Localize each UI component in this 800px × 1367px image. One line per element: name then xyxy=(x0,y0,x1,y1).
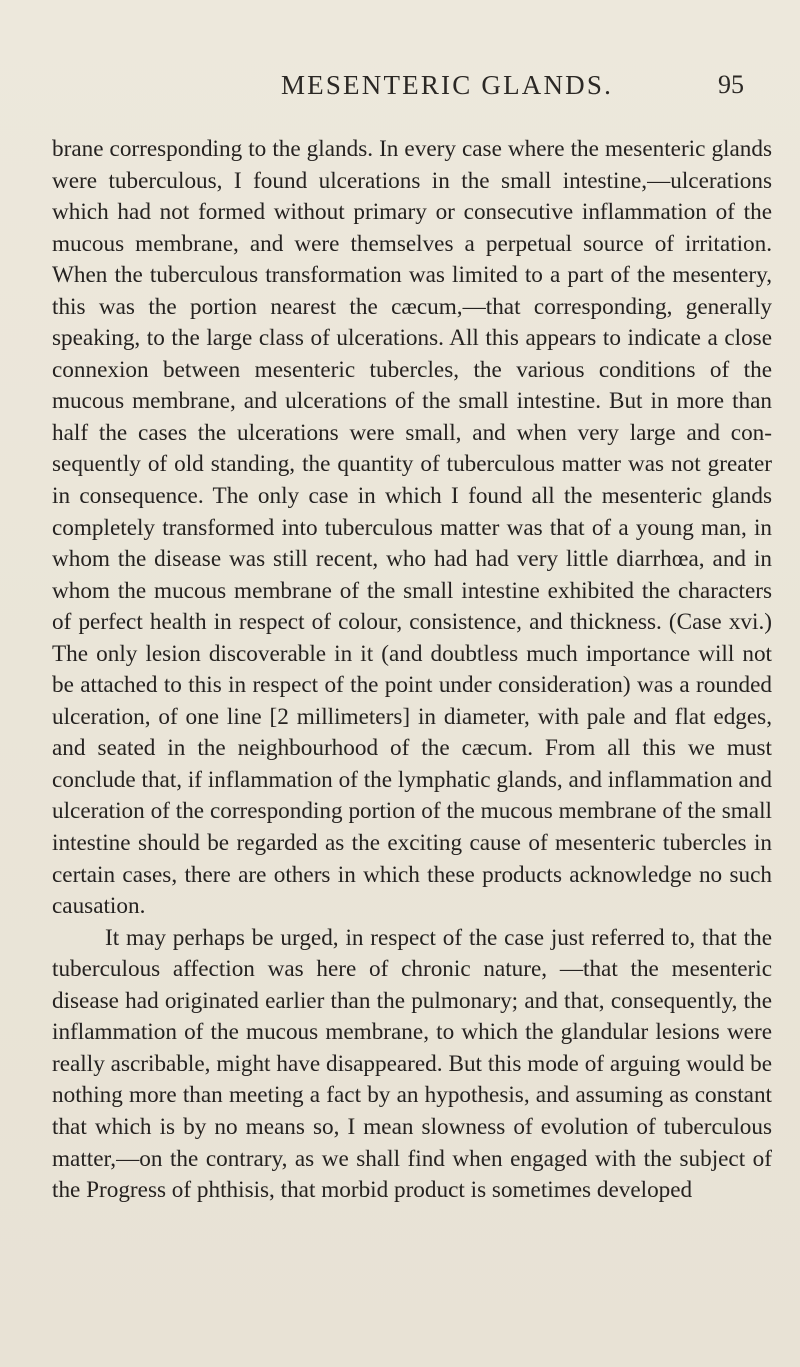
page-number: 95 xyxy=(718,70,744,99)
running-head xyxy=(120,70,754,110)
paragraph-1: brane corresponding to the glands. In every case where the mesenteric glands were tuberculous, I found ulcerations in the small intestine,—ulcerations which had not formed without primary or consecutive inflammation of the mucous membrane, and were themselves a perpetual source of irritation. When the tuberculous transformation was limited to a part of the mesentery, this was the portion nearest the cæcum,—that corresponding, generally speaking, to the large class of ulcerations. All this appears to indicate a close connexion between mesenteric tubercles, the various conditions of the mucous membrane, and ulcerations of the small intestine. But in more than half the cases the ulcerations were small, and when very large and consequently of old standing, the quantity of tuberculous matter was not greater in consequence. The only case in which I found all the mesenteric glands completely transformed into tuberculous matter was that of a young man, in whom the disease was still recent, who had had very little diarrhœa, and in whom the mucous membrane of the small intestine exhibited the characters of perfect health in respect of colour, consistence, and thickness. (Case xvi.) The only lesion discoverable in it (and doubtless much importance will not be attached to this in respect of the point under consideration) was a rounded ulceration, of one line [2 millimeters] in diameter, with pale and flat edges, and seated in the neighbourhood of the cæcum. From all this we must conclude that, if inflammation of the lymphatic glands, and inflammation and ulceration of the corresponding portion of the mucous membrane of the small intestine should be regarded as the exciting cause of mesenteric tubercles in certain cases, there are others in which these products acknowledge no such causation. xyxy=(52,136,772,920)
running-title: MESENTERIC GLANDS. xyxy=(280,70,614,100)
body-text xyxy=(52,134,772,1207)
paragraph-2: It may perhaps be urged, in respect of the case just referred to, that the tuberculous affection was here of chronic nature, —that the mesenteric disease had originated earlier than the pulmonary; and that, consequently, the inflammation of the mucous membrane, to which the glandular lesions were really ascribable, might have disappeared. But this mode of arguing would be nothing more than meeting a fact by an hypothesis, and assuming as constant that which is by no means so, I mean slowness of evolution of tuberculous matter,—on the contrary, as we shall find when engaged with the subject of the Progress of phthisis, that morbid product is sometimes developed xyxy=(52,924,772,1204)
